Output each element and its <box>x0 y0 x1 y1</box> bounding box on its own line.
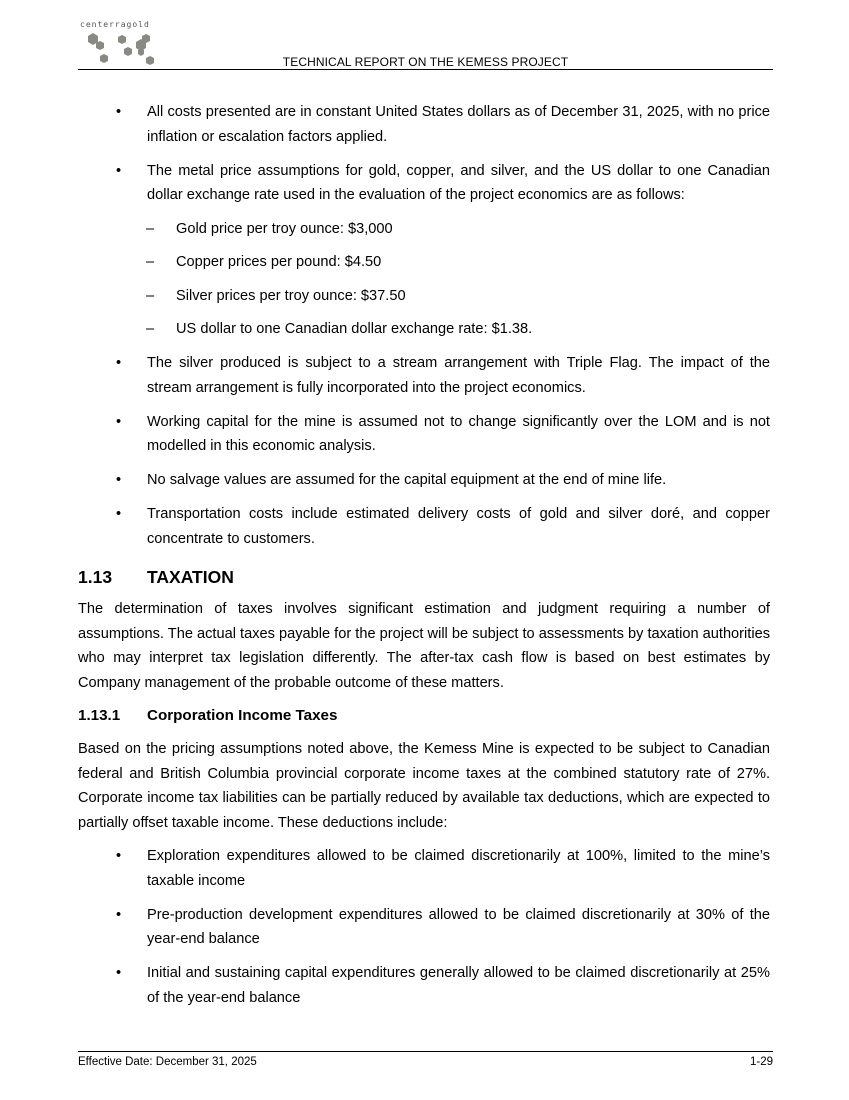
list-item: – Copper prices per pound: $4.50 <box>146 250 770 275</box>
bullet-icon: • <box>116 472 122 488</box>
dash-icon: – <box>146 220 155 237</box>
subsection-number: 1.13.1 <box>78 707 121 724</box>
bullet-icon: • <box>116 355 122 371</box>
bullet-icon: • <box>116 506 122 522</box>
logo-wordmark: centerragold <box>80 20 150 29</box>
dash-icon: – <box>146 321 155 337</box>
list-item: • Transportation costs include estimated delivery costs of gold and silver doré, and copper concentrate to customers. <box>78 502 770 551</box>
section-heading <box>78 565 770 589</box>
bullet-icon: • <box>116 413 122 430</box>
bullet-icon: • <box>116 104 122 120</box>
page-footer <box>78 1051 773 1068</box>
list-item: • No salvage values are assumed for the capital equipment at the end of mine life. <box>78 468 770 493</box>
metal-price-list <box>147 217 770 342</box>
footer-divider <box>78 1051 773 1052</box>
header-divider <box>78 69 773 70</box>
dash-icon: – <box>146 254 155 270</box>
list-item: – Gold price per troy ounce: $3,000 <box>146 217 770 242</box>
section-title: TAXATION <box>147 567 234 587</box>
list-item: • Exploration expenditures allowed to be claimed discretionarily at 100%, limited to the mine’s taxable income <box>78 844 770 893</box>
bullet-icon: • <box>116 906 122 923</box>
bullet-icon: • <box>116 162 122 179</box>
list-item: • The metal price assumptions for gold, copper, and silver, and the US dollar to one Canadian dollar exchange rate used in the evaluation of the project economics are as follows: – Gold price per troy ounce: $3,000 – Copper prices per pound: $4.50 – Silver prices per troy ounce: $37.50 – US dollar to one Canadian dollar exchange rate: $1.38. <box>78 159 770 342</box>
subsection-paragraph: Based on the pricing assumptions noted above, the Kemess Mine is expected to be subject to Canadian federal and British Columbia provincial corporate income taxes at the combined statutory rate of 27%. Corporate income tax liabilities can be partially reduced by available tax deductions, which are expected to partially offset taxable income. These deductions include: <box>78 741 770 831</box>
page-number: 1-29 <box>749 1056 773 1068</box>
section-number: 1.13 <box>78 567 113 587</box>
list-item: • Pre-production development expenditures allowed to be claimed discretionarily at 30% of the year-end balance <box>78 903 770 952</box>
section-paragraph: The determination of taxes involves significant estimation and judgment requiring a number of assumptions. The actual taxes payable for the project will be subject to assessments by taxation authorities who may interpret tax legislation differently. The after-tax cash flow is based on best estimates by Company management of the probable outcome of these matters. <box>78 601 770 691</box>
report-title: TECHNICAL REPORT ON THE KEMESS PROJECT <box>282 55 569 69</box>
list-item: • All costs presented are in constant United States dollars as of December 31, 2025, with no price inflation or escalation factors applied. <box>78 100 770 149</box>
assumptions-list <box>78 100 770 551</box>
subsection-heading <box>78 704 770 728</box>
bullet-icon: • <box>116 965 122 981</box>
list-item: • The silver produced is subject to a stream arrangement with Triple Flag. The impact of the stream arrangement is fully incorporated into the project economics. <box>78 351 770 400</box>
page-content <box>78 100 770 1020</box>
list-item: • Working capital for the mine is assumed not to change significantly over the LOM and is not modelled in this economic analysis. <box>78 410 770 459</box>
page-header <box>78 18 773 70</box>
effective-date: Effective Date: December 31, 2025 <box>78 1056 257 1068</box>
subsection-title: Corporation Income Taxes <box>147 707 338 724</box>
bullet-icon: • <box>116 848 122 864</box>
dash-icon: – <box>146 287 155 304</box>
list-item: – US dollar to one Canadian dollar exchange rate: $1.38. <box>146 317 770 342</box>
list-item: – Silver prices per troy ounce: $37.50 <box>146 284 770 309</box>
deductions-list <box>78 844 770 1010</box>
list-item: • Initial and sustaining capital expenditures generally allowed to be claimed discretionarily at 25% of the year-end balance <box>78 961 770 1010</box>
